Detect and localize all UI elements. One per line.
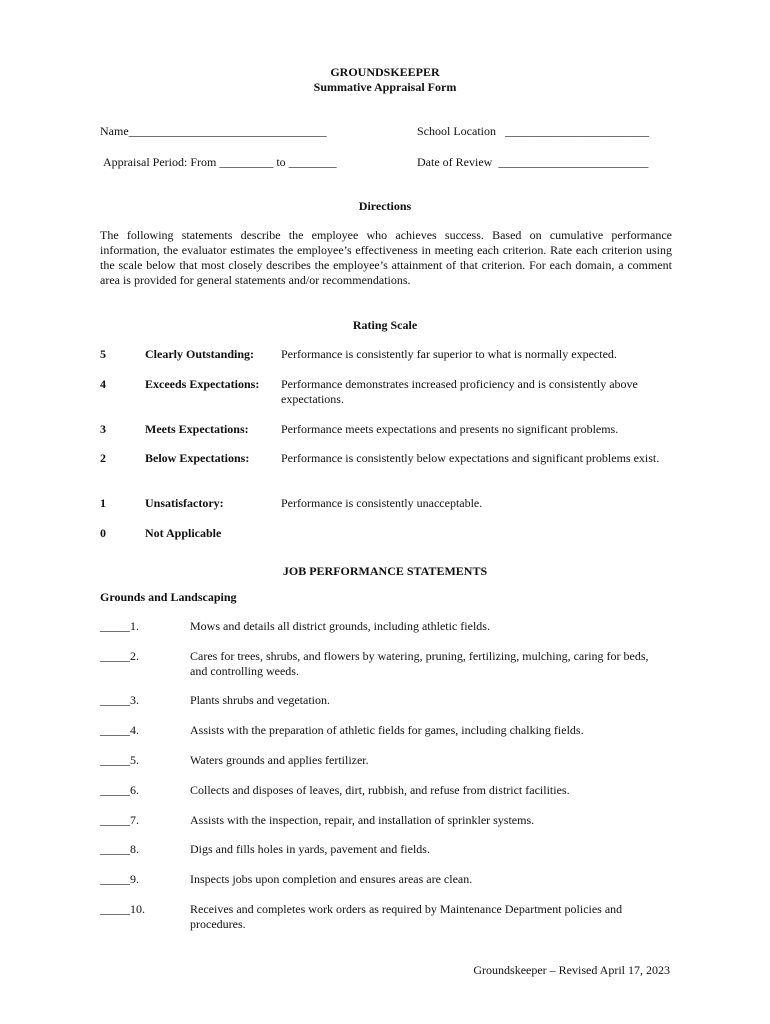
rating-description: Performance is consistently below expectations and significant problems exist. xyxy=(281,451,660,465)
school-location-label: School Location xyxy=(417,124,496,138)
rating-description: Performance is consistently unacceptable. xyxy=(281,496,483,510)
rating-label: Not Applicable xyxy=(145,526,222,540)
rating-number: 2 xyxy=(100,451,106,465)
rating-number: 4 xyxy=(100,377,106,391)
name-field[interactable] xyxy=(100,124,327,139)
form-title: GROUNDSKEEPER xyxy=(330,65,440,79)
rating-label: Below Expectations: xyxy=(145,451,250,465)
rating-blank[interactable]: _____6. xyxy=(100,783,139,797)
school-location-field[interactable] xyxy=(417,124,649,139)
statement-text: Inspects jobs upon completion and ensures areas are clean. xyxy=(190,872,473,886)
rating-label: Meets Expectations: xyxy=(145,422,249,436)
rating-blank[interactable]: _____4. xyxy=(100,723,139,737)
statement-text: Collects and disposes of leaves, dirt, rubbish, and refuse from district facilities. xyxy=(190,783,570,797)
rating-number: 5 xyxy=(100,347,106,361)
rating-number: 0 xyxy=(100,526,106,540)
statement-text: Assists with the inspection, repair, and installation of sprinkler systems. xyxy=(190,813,535,827)
statement-text: Cares for trees, shrubs, and flowers by watering, pruning, fertilizing, mulching, caring for beds, and controlling weeds. xyxy=(190,649,649,678)
rating-label: Clearly Outstanding: xyxy=(145,347,255,361)
rating-blank[interactable]: _____1. xyxy=(100,619,139,633)
rating-blank[interactable]: _____10. xyxy=(100,902,145,916)
rating-blank[interactable]: _____9. xyxy=(100,872,139,886)
section-heading: Grounds and Landscaping xyxy=(100,590,237,604)
statement-text: Waters grounds and applies fertilizer. xyxy=(190,753,369,767)
rating-blank[interactable]: _____5. xyxy=(100,753,139,767)
rating-blank[interactable]: _____7. xyxy=(100,813,139,827)
directions-heading: Directions xyxy=(358,199,412,213)
rating-label: Exceeds Expectations: xyxy=(145,377,260,391)
page-footer: Groundskeeper – Revised April 17, 2023 xyxy=(473,963,670,977)
date-of-review-field[interactable] xyxy=(417,155,648,170)
rating-number: 3 xyxy=(100,422,106,436)
rating-blank[interactable]: _____3. xyxy=(100,693,139,707)
rating-description: Performance meets expectations and presents no significant problems. xyxy=(281,422,619,436)
statement-text: Assists with the preparation of athletic fields for games, including chalking fields. xyxy=(190,723,584,737)
form-subtitle: Summative Appraisal Form xyxy=(313,80,457,94)
statements-heading: JOB PERFORMANCE STATEMENTS xyxy=(282,564,488,578)
statement-text: Mows and details all district grounds, including athletic fields. xyxy=(190,619,490,633)
statement-text: Receives and completes work orders as required by Maintenance Department policies and procedures. xyxy=(190,902,623,931)
rating-description: Performance is consistently far superior to what is normally expected. xyxy=(281,347,617,361)
directions-text: The following statements describe the employee who achieves success. Based on cumulative performance information, the evaluator estimates the employee’s effectiveness in meeting each criterion. Rate each criterion using the scale below that most closely describes the employee’s attainment of that criterion. For each domain, a comment area is provided for general statements and/or recommendations. xyxy=(100,228,672,287)
name-blank: _________________________________ xyxy=(128,124,327,138)
statement-text: Plants shrubs and vegetation. xyxy=(190,693,330,707)
rating-scale-heading: Rating Scale xyxy=(352,318,418,332)
rating-blank[interactable]: _____2. xyxy=(100,649,139,663)
appraisal-period-field[interactable]: Appraisal Period: From _________ to ________ xyxy=(103,155,337,169)
date-of-review-label: Date of Review xyxy=(417,155,493,169)
date-of-review-blank: _________________________ xyxy=(498,155,649,169)
rating-number: 1 xyxy=(100,496,106,510)
name-label: Name xyxy=(100,124,129,138)
statement-text: Digs and fills holes in yards, pavement and fields. xyxy=(190,842,430,856)
rating-label: Unsatisfactory: xyxy=(145,496,224,510)
rating-description: Performance demonstrates increased proficiency and is consistently above expectations. xyxy=(281,377,638,406)
school-location-blank: ________________________ xyxy=(504,124,649,138)
rating-blank[interactable]: _____8. xyxy=(100,842,139,856)
